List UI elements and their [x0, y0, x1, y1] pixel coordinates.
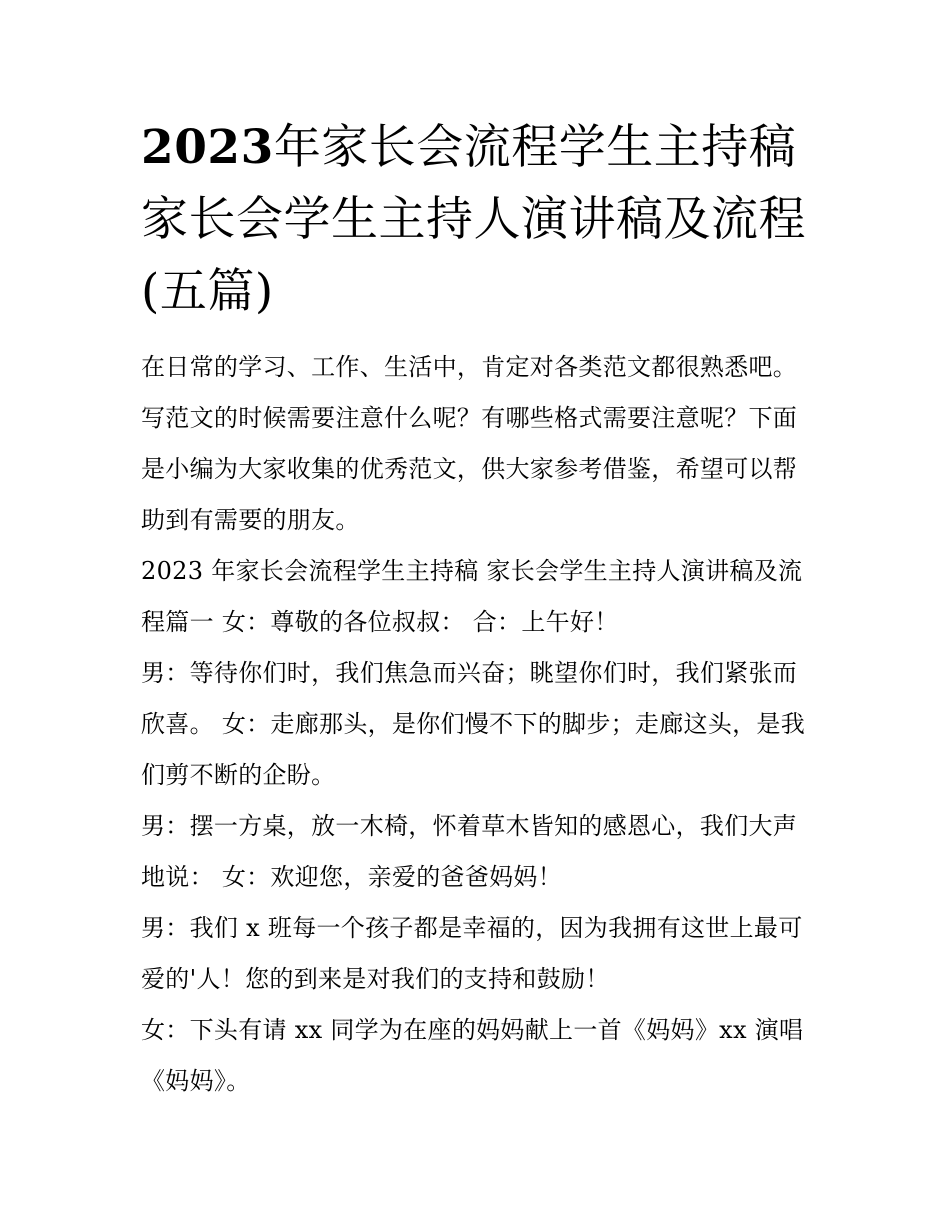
title-year: 2023	[141, 120, 274, 175]
document-title	[141, 112, 821, 328]
body-paragraph-waiting: 男：等待你们时，我们焦急而兴奋；眺望你们时，我们紧张而欣喜。 女：走廊那头，是你们慢不下的脚步；走廊这头，是我们剪不断的企盼。	[141, 659, 806, 789]
body-paragraph-welcome: 男：摆一方桌，放一木椅，怀着草木皆知的感恩心，我们大声地说： 女：欢迎您，亲爱的爸爸妈妈！	[141, 812, 798, 891]
document-page	[141, 112, 821, 1107]
body-paragraph-song: 女：下头有请 xx 同学为在座的妈妈献上一首《妈妈》xx 演唱《妈妈》。	[141, 1016, 804, 1095]
intro-paragraph: 在日常的学习、工作、生活中，肯定对各类范文都很熟悉吧。写范文的时候需要注意什么呢？有哪些格式需要注意呢？下面是小编为大家收集的优秀范文，供大家参考借鉴，希望可以帮助到有需要的朋友。	[141, 353, 798, 534]
body-paragraph-opening: 2023 年家长会流程学生主持稿 家长会学生主持人演讲稿及流程篇一 女：尊敬的各位叔叔： 合：上午好！	[141, 557, 803, 636]
body-paragraph-class: 男：我们 x 班每一个孩子都是幸福的，因为我拥有这世上最可爱的'人！您的到来是对我们的支持和鼓励！	[141, 914, 803, 993]
title-text: 年家长会流程学生主持稿家长会学生主持人演讲稿及流程(五篇)	[141, 120, 806, 319]
